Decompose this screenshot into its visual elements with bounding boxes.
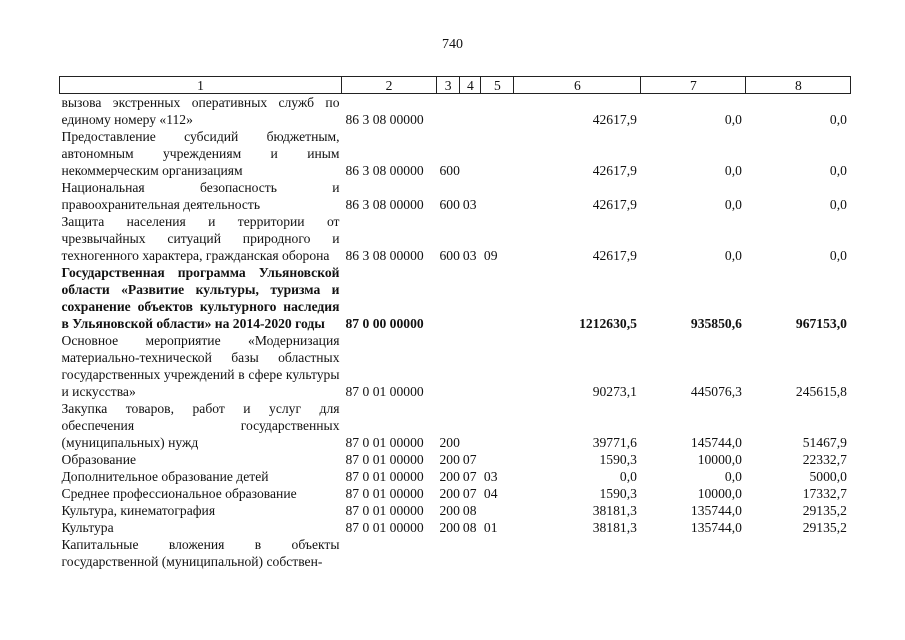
row-target-code: 86 3 08 00000 (345, 197, 424, 212)
row-name: Защита населения и территории от чрезвычайных ситуаций природного и техногенного характера, гражданская оборона (61, 214, 340, 263)
table-row (60, 485, 851, 502)
table-row (60, 400, 851, 451)
row-expense-type (437, 536, 460, 570)
row-subsection: 01 (483, 520, 498, 535)
row-amount-col8: 0,0 (829, 112, 847, 127)
row-amount-col8 (746, 536, 851, 570)
row-section (460, 264, 481, 332)
row-amount-col6: 90273,1 (592, 384, 637, 399)
row-amount-col6: 38181,3 (592, 503, 637, 518)
row-target-code: 87 0 01 00000 (345, 452, 424, 467)
row-amount-col8: 29135,2 (802, 503, 847, 518)
row-section: 03 (462, 197, 477, 212)
row-expense-type: 600 (439, 163, 460, 178)
header-col-8: 8 (746, 77, 851, 94)
row-target-code: 87 0 01 00000 (345, 435, 424, 450)
row-subsection (481, 128, 514, 179)
row-section (460, 332, 481, 400)
row-section (460, 400, 481, 451)
row-amount-col6: 1212630,5 (579, 316, 637, 331)
row-amount-col8: 245615,8 (795, 384, 847, 399)
table-row (60, 519, 851, 536)
row-amount-col7: 10000,0 (697, 452, 742, 467)
row-amount-col8: 967153,0 (795, 316, 847, 331)
header-col-3: 3 (437, 77, 460, 94)
row-amount-col7: 935850,6 (690, 316, 742, 331)
header-row (60, 77, 851, 94)
table-row (60, 213, 851, 264)
row-subsection (481, 332, 514, 400)
page-number: 740 (442, 37, 463, 52)
table-row (60, 536, 851, 570)
row-amount-col7: 0,0 (724, 197, 742, 212)
row-amount-col7: 135744,0 (690, 520, 742, 535)
table-row (60, 332, 851, 400)
row-name: Закупка товаров, работ и услуг для обеспечения государственных (муниципальных) нужд (61, 401, 340, 450)
row-subsection (481, 536, 514, 570)
row-expense-type: 200 (439, 435, 460, 450)
row-amount-col6: 38181,3 (592, 520, 637, 535)
row-subsection: 04 (483, 486, 498, 501)
table-row (60, 94, 851, 129)
row-amount-col8: 0,0 (829, 197, 847, 212)
header-col-2: 2 (342, 77, 437, 94)
table-header (60, 77, 851, 94)
row-amount-col7: 10000,0 (697, 486, 742, 501)
row-name: Среднее профессиональное образование (61, 486, 297, 501)
row-amount-col6: 1590,3 (599, 486, 637, 501)
row-amount-col6: 42617,9 (592, 248, 637, 263)
row-target-code (342, 536, 437, 570)
table-body (60, 94, 851, 571)
row-amount-col7: 0,0 (724, 248, 742, 263)
row-name: Национальная безопасность и правоохранительная деятельность (61, 180, 340, 212)
row-amount-col6: 1590,3 (599, 452, 637, 467)
row-section (460, 536, 481, 570)
row-target-code: 87 0 01 00000 (345, 384, 424, 399)
row-amount-col6: 39771,6 (592, 435, 637, 450)
row-section: 08 (462, 520, 477, 535)
row-name: Культура, кинематография (61, 503, 216, 518)
row-target-code: 87 0 01 00000 (345, 486, 424, 501)
table-row (60, 128, 851, 179)
header-col-4: 4 (460, 77, 481, 94)
row-target-code: 86 3 08 00000 (345, 163, 424, 178)
table-row (60, 451, 851, 468)
row-expense-type: 200 (439, 452, 460, 467)
row-subsection (481, 502, 514, 519)
row-subsection: 03 (483, 469, 498, 484)
row-expense-type (437, 94, 460, 129)
row-target-code: 87 0 01 00000 (345, 469, 424, 484)
header-col-1: 1 (60, 77, 342, 94)
row-section (460, 94, 481, 129)
row-subsection (481, 264, 514, 332)
row-subsection: 09 (483, 248, 498, 263)
row-expense-type (437, 264, 460, 332)
row-expense-type: 600 (439, 197, 460, 212)
row-target-code: 87 0 00 00000 (345, 316, 424, 331)
row-expense-type: 200 (439, 520, 460, 535)
row-amount-col6 (514, 536, 641, 570)
table-row (60, 502, 851, 519)
header-col-5: 5 (481, 77, 514, 94)
row-amount-col7: 0,0 (724, 469, 742, 484)
row-expense-type: 600 (439, 248, 460, 263)
row-amount-col7: 445076,3 (690, 384, 742, 399)
row-name: Предоставление субсидий бюджетным, автономным учреждениям и иным некоммерческим организациям (61, 129, 340, 178)
row-amount-col8: 17332,7 (802, 486, 847, 501)
row-subsection (481, 94, 514, 129)
row-target-code: 87 0 01 00000 (345, 520, 424, 535)
row-target-code: 86 3 08 00000 (345, 112, 424, 127)
table-row (60, 179, 851, 213)
row-target-code: 86 3 08 00000 (345, 248, 424, 263)
row-name: Культура (61, 520, 114, 535)
row-amount-col8: 51467,9 (802, 435, 847, 450)
header-col-6: 6 (514, 77, 641, 94)
row-expense-type: 200 (439, 469, 460, 484)
row-section: 08 (462, 503, 477, 518)
row-section (460, 128, 481, 179)
row-section: 07 (462, 452, 477, 467)
header-col-7: 7 (641, 77, 746, 94)
row-subsection (481, 179, 514, 213)
row-amount-col8: 29135,2 (802, 520, 847, 535)
row-amount-col7: 0,0 (724, 112, 742, 127)
row-name: Дополнительное образование детей (61, 469, 269, 484)
row-amount-col8: 0,0 (829, 163, 847, 178)
row-amount-col7 (641, 536, 746, 570)
budget-table (59, 76, 851, 570)
row-expense-type (437, 332, 460, 400)
row-amount-col7: 135744,0 (690, 503, 742, 518)
row-amount-col6: 42617,9 (592, 197, 637, 212)
row-subsection (481, 451, 514, 468)
row-expense-type: 200 (439, 486, 460, 501)
row-name: Образование (61, 452, 137, 467)
row-target-code: 87 0 01 00000 (345, 503, 424, 518)
row-name: Основное мероприятие «Модернизация материально-технической базы областных государственных учреждений в сфере культуры и искусства» (61, 333, 340, 399)
row-amount-col7: 145744,0 (690, 435, 742, 450)
row-amount-col8: 22332,7 (802, 452, 847, 467)
row-amount-col7: 0,0 (724, 163, 742, 178)
table-row (60, 264, 851, 332)
table-row (60, 468, 851, 485)
row-section: 07 (462, 486, 477, 501)
row-name: Государственная программа Ульяновской области «Развитие культуры, туризма и сохранение объектов культурного наследия в Ульяновской области» на 2014-2020 годы (61, 265, 340, 331)
row-amount-col8: 5000,0 (809, 469, 847, 484)
row-amount-col8: 0,0 (829, 248, 847, 263)
row-section: 07 (462, 469, 477, 484)
row-amount-col6: 42617,9 (592, 112, 637, 127)
row-subsection (481, 400, 514, 451)
row-section: 03 (462, 248, 477, 263)
row-name: Капитальные вложения в объекты государственной (муниципальной) собствен- (61, 537, 340, 569)
row-expense-type: 200 (439, 503, 460, 518)
row-amount-col6: 0,0 (619, 469, 637, 484)
row-name: вызова экстренных оперативных служб по единому номеру «112» (61, 95, 340, 127)
row-amount-col6: 42617,9 (592, 163, 637, 178)
